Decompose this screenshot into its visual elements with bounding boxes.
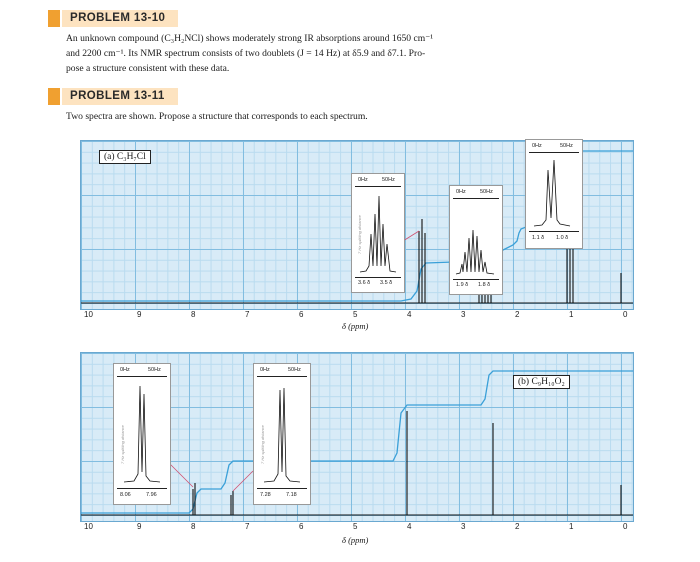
inset-ppm2-label: 7.18 <box>286 492 297 498</box>
tick-label: 5 <box>353 522 358 531</box>
tick-label: 9 <box>137 522 142 531</box>
spectrum-a-axis-label: δ (ppm) <box>342 321 369 331</box>
inset-side-label: 7 Hz splitting distance <box>357 215 362 254</box>
inset-ppm-scale <box>355 277 401 278</box>
tick-label: 4 <box>407 310 412 319</box>
inset-ppm2-label: 1.0 δ <box>556 235 569 241</box>
problem-13-11-text: Two spectra are shown. Propose a structure that corresponds to each spectrum. <box>66 111 368 122</box>
tick-label: 7 <box>245 522 250 531</box>
nmr-spectrum-a <box>80 140 634 310</box>
tick-label: 2 <box>515 522 520 531</box>
inset-peak-trace <box>352 174 404 292</box>
tick-label: 3 <box>461 522 466 531</box>
inset-ppm1-label: 7.28 <box>260 492 271 498</box>
inset-peak-trace <box>450 186 502 294</box>
spectrum-b-formula-label: (b) C₉H₁₀O₂ <box>513 375 570 389</box>
inset-hz50-label: 50Hz <box>148 367 161 373</box>
tick-label: 0 <box>623 310 628 319</box>
inset-peak-trace <box>254 364 310 504</box>
tick-label: 1 <box>569 310 574 319</box>
spectrum-a-inset-3 <box>525 139 583 249</box>
problem-13-10-heading: PROBLEM 13-10 <box>62 10 178 27</box>
spectrum-b-inset-2 <box>253 363 311 505</box>
heading-accent-bar <box>48 10 60 27</box>
inset-hz0-label: 0Hz <box>120 367 130 373</box>
inset-hz0-label: 0Hz <box>358 177 368 183</box>
problem-13-10-line3: pose a structure consistent with these data. <box>66 63 230 74</box>
spectrum-a-inset-1 <box>351 173 405 293</box>
inset-ppm1-label: 3.6 δ <box>358 280 371 286</box>
inset-side-label: 7 Hz splitting distance <box>120 425 125 464</box>
tick-label: 2 <box>515 310 520 319</box>
tick-label: 1 <box>569 522 574 531</box>
tick-label: 7 <box>245 310 250 319</box>
problem-13-10-line1: An unknown compound (C₃H₂NCl) shows moderately strong IR absorptions around 1650 cm⁻¹ <box>66 33 434 44</box>
inset-side-label: 7 Hz splitting distance <box>260 425 265 464</box>
inset-ppm2-label: 1.8 δ <box>478 282 491 288</box>
tick-label: 0 <box>623 522 628 531</box>
nmr-spectrum-b <box>80 352 634 522</box>
inset-hz50-label: 50Hz <box>382 177 395 183</box>
tick-label: 10 <box>84 522 93 531</box>
heading-accent-bar <box>48 88 60 105</box>
problem-13-11-heading: PROBLEM 13-11 <box>62 88 178 105</box>
spectrum-b-axis-label: δ (ppm) <box>342 535 369 545</box>
tick-label: 4 <box>407 522 412 531</box>
inset-hz50-label: 50Hz <box>480 189 493 195</box>
inset-peak-trace <box>114 364 170 504</box>
inset-hz0-label: 0Hz <box>260 367 270 373</box>
tick-label: 6 <box>299 310 304 319</box>
spectrum-b-inset-1 <box>113 363 171 505</box>
tick-label: 10 <box>84 310 93 319</box>
inset-ppm1-label: 1.1 δ <box>532 235 545 241</box>
inset-ppm2-label: 7.96 <box>146 492 157 498</box>
tick-label: 6 <box>299 522 304 531</box>
spectrum-a-inset-2 <box>449 185 503 295</box>
inset-ppm-scale <box>117 488 167 489</box>
inset-ppm-scale <box>453 279 499 280</box>
tick-label: 9 <box>137 310 142 319</box>
spectrum-a-formula-label: (a) C₃H₇Cl <box>99 150 151 164</box>
inset-hz50-label: 50Hz <box>288 367 301 373</box>
tick-label: 3 <box>461 310 466 319</box>
inset-hz50-label: 50Hz <box>560 143 573 149</box>
tick-label: 8 <box>191 310 196 319</box>
inset-ppm2-label: 3.5 δ <box>380 280 393 286</box>
inset-ppm1-label: 1.9 δ <box>456 282 469 288</box>
inset-ppm1-label: 8.06 <box>120 492 131 498</box>
inset-ppm-scale <box>529 231 579 232</box>
inset-ppm-scale <box>257 488 307 489</box>
tick-label: 5 <box>353 310 358 319</box>
tick-label: 8 <box>191 522 196 531</box>
problem-13-10-line2: and 2200 cm⁻¹. Its NMR spectrum consists of two doublets (J = 14 Hz) at δ5.9 and δ7.1. Pro- <box>66 48 426 59</box>
inset-hz0-label: 0Hz <box>532 143 542 149</box>
problem-13-10-text <box>66 31 496 76</box>
inset-hz0-label: 0Hz <box>456 189 466 195</box>
